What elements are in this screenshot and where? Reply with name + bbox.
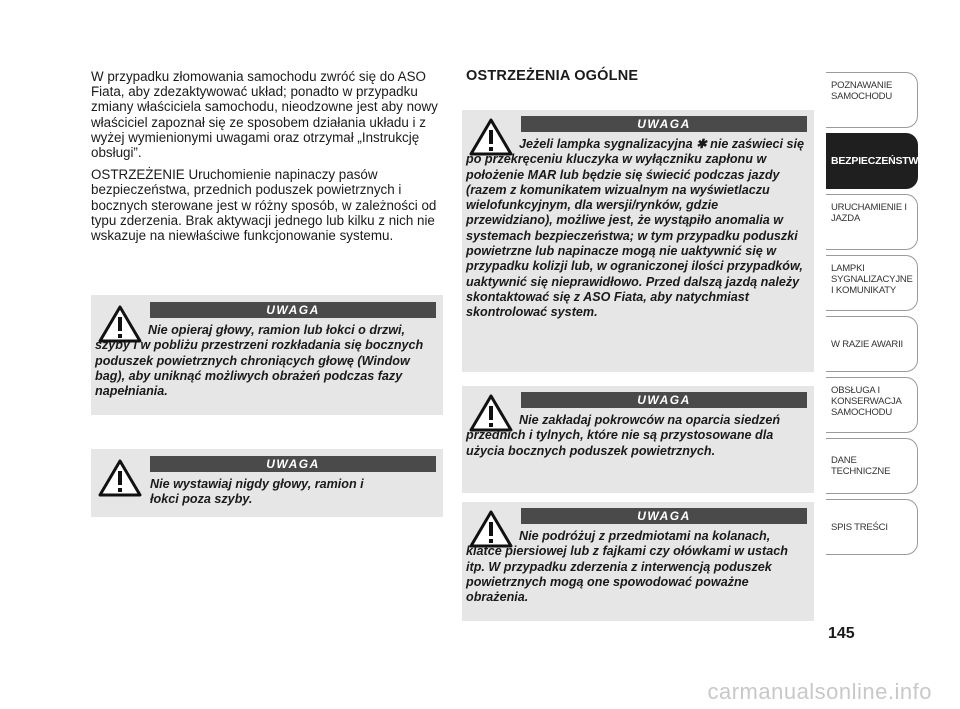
warning-text: Nie opieraj głowy, ramion lub łokci o drzwi, szyby i w pobliżu przestrzeni rozkładania się bocznych poduszek powietrznych chroniących głowę (Window bag), aby uniknąć możliwych obrażeń podczas fazy napełniania.: [95, 323, 424, 399]
warning-label: UWAGA: [521, 116, 807, 132]
warning-box: [462, 386, 814, 493]
tab-lampki-sygnalizacyjne[interactable]: LAMPKI SYGNALIZACYJNE I KOMUNIKATY: [826, 255, 918, 311]
warning-label: UWAGA: [150, 456, 436, 472]
tab-bezpieczenstwo[interactable]: BEZPIECZEŃSTWO: [826, 133, 918, 189]
warning-triangle-icon: [98, 459, 142, 497]
page-number: 145: [828, 625, 855, 642]
warning-box: [91, 449, 443, 517]
left-column: [91, 69, 443, 250]
warning-text: Jeżeli lampka sygnalizacyjna ✱ nie zaświeci się po przekręceniu kluczyka w wyłączniku zapłonu w położenie MAR lub będzie się świecić podczas jazdy (razem z komunikatem wizualnym na wyświetlaczu wielofunkcyjnym, dla wersji/rynków, gdzie przewidziano), możliwe jest, że wystąpiło anomalia w systemach bezpieczeństwa; w tym przypadku poduszki powietrzne lub napinacze mogą nie uaktywnić się w przypadku kolizji lub, w ograniczonej ilości przypadków, uaktywnić się nieprawidłowo. Przed dalszą jazdą należy skontaktować się z ASO Fiata, aby natychmiast skontrolować system.: [466, 137, 804, 320]
warning-text: Nie zakładaj pokrowców na oparcia siedzeń przednich i tylnych, które nie są przystosowane dla użycia bocznych poduszek powietrznych.: [466, 413, 781, 458]
tab-uruchamienie-i-jazda[interactable]: URUCHAMIENIE I JAZDA: [826, 194, 918, 250]
tab-poznawanie-samochodu[interactable]: POZNAWANIE SAMOCHODU: [826, 72, 918, 128]
warning-box: [462, 110, 814, 372]
warning-label: UWAGA: [521, 508, 807, 524]
warning-label: UWAGA: [150, 302, 436, 318]
warning-label: UWAGA: [521, 392, 807, 408]
warning-box: [91, 295, 443, 415]
paragraph-notice: OSTRZEŻENIE Uruchomienie napinaczy pasów bezpieczeństwa, przednich poduszek powietrznych i bocznych sterowane jest w różny sposób, w zależności od typu zderzenia. Brak aktywacji jednego lub kilku z nich nie wskazuje na niewłaściwe funkcjonowanie systemu.: [91, 167, 437, 244]
paragraph-disposal: W przypadku złomowania samochodu zwróć się do ASO Fiata, aby zdezaktywować układ; ponadto w przypadku zmiany właściciela samochodu, nieodzowne jest aby nowy właściciel zapoznał się ze sposobem działania układu i z wyżej wymienionymi uwagami oraz otrzymał „Instrukcję obsługi”.: [91, 69, 438, 161]
warning-box: [462, 502, 814, 621]
section-tabs: [826, 72, 927, 560]
tab-spis-tresci[interactable]: SPIS TREŚCI: [826, 499, 918, 555]
tab-obsluga-i-konserwacja[interactable]: OBSŁUGA I KONSERWACJA SAMOCHODU: [826, 377, 918, 433]
warning-text: Nie wystawiaj nigdy głowy, ramion i łokci poza szyby.: [150, 477, 364, 507]
tab-dane-techniczne[interactable]: DANE TECHNICZNE: [826, 438, 918, 494]
section-heading: OSTRZEŻENIA OGÓLNE: [466, 68, 639, 84]
warning-text: Nie podróżuj z przedmiotami na kolanach, klatce piersiowej lub z fajkami czy ołówkami w ustach itp. W przypadku zderzenia z interwencją poduszek powietrznych mogą one spowodować poważne obrażenia.: [466, 529, 788, 605]
tab-w-razie-awarii[interactable]: W RAZIE AWARII: [826, 316, 918, 372]
watermark: carmanualsonline.info: [707, 679, 932, 704]
